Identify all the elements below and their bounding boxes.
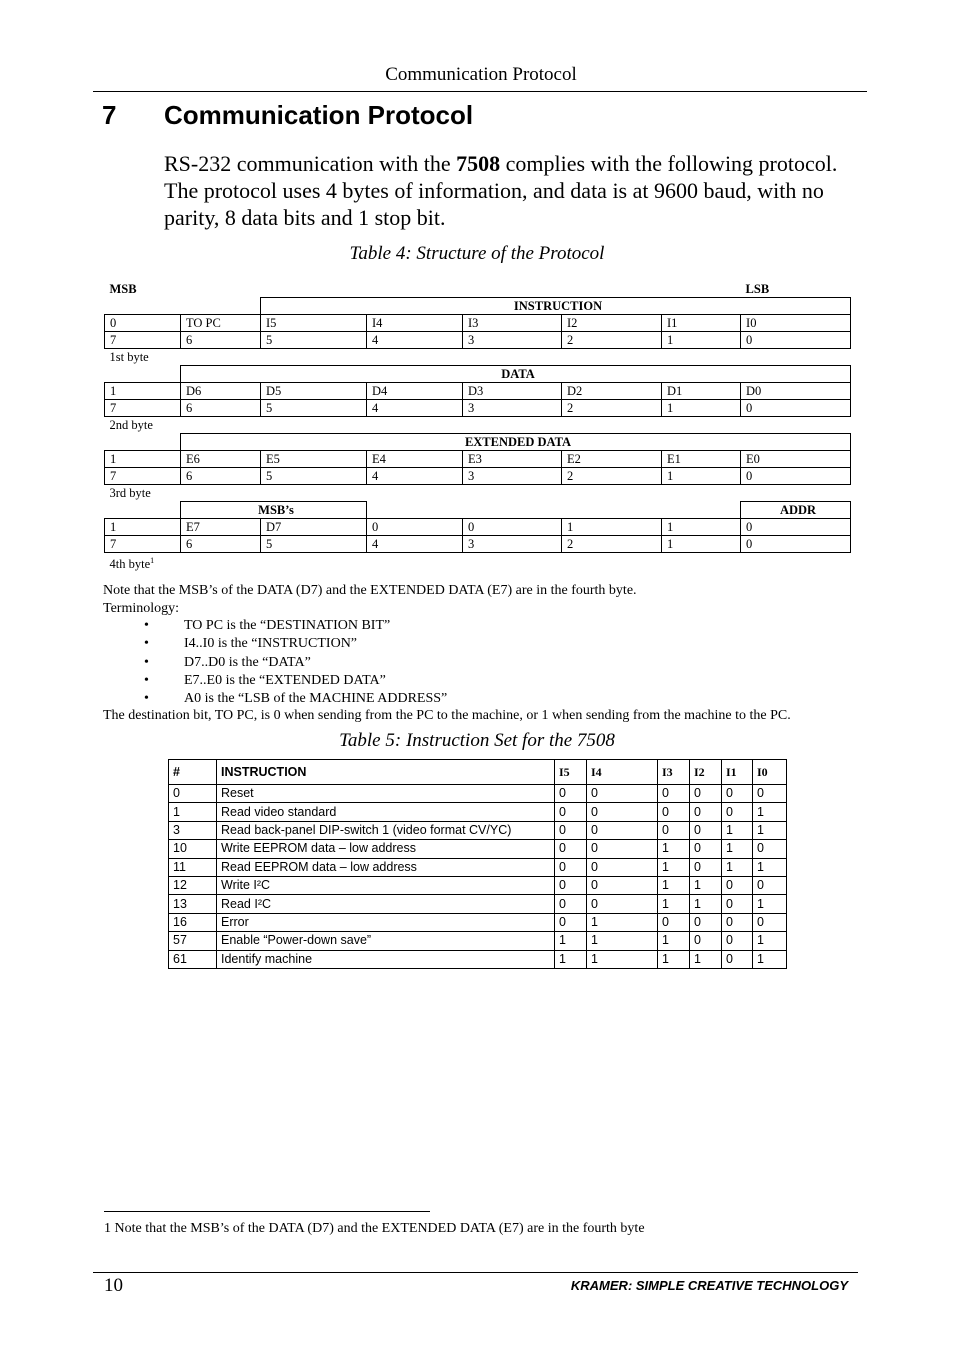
table-cell: 0 <box>690 785 722 803</box>
list-item: • TO PC is the “DESTINATION BIT” <box>141 617 447 635</box>
table-cell: Read back-panel DIP-switch 1 (video format CV/YC) <box>217 821 555 839</box>
bit-cell: I3 <box>463 315 562 332</box>
position-cell: 0 <box>741 332 851 349</box>
footnote-mark: 1 <box>150 556 155 565</box>
table-cell: 0 <box>587 840 658 858</box>
bit-cell: D2 <box>562 383 662 400</box>
position-cell: 1 <box>662 332 741 349</box>
byte4-header-row <box>105 502 851 519</box>
table-cell: 1 <box>658 950 690 968</box>
byte-label-text: 4th byte <box>109 557 151 572</box>
page-number: 10 <box>104 1275 123 1296</box>
terminology-heading: Terminology: <box>103 601 180 616</box>
position-cell: 4 <box>367 536 463 553</box>
intro-text-2: complies with the following protocol. The protocol uses 4 bytes of information, and data is at 9600 baud, with no parity, 8 data bits and 1 stop bit. <box>164 151 838 230</box>
byte-label <box>105 553 181 573</box>
position-cell: 0 <box>741 468 851 485</box>
bit-cell: E2 <box>562 451 662 468</box>
byte1-header-row <box>105 298 851 315</box>
table-cell: 0 <box>555 895 587 913</box>
table-cell: Write I²C <box>217 876 555 894</box>
byte2-positions-row <box>105 400 851 417</box>
position-cell: 5 <box>261 400 367 417</box>
table-cell: 0 <box>690 913 722 931</box>
column-header: I3 <box>658 760 690 785</box>
bit-cell: D7 <box>261 519 367 536</box>
bit-cell: E0 <box>741 451 851 468</box>
footer-rule <box>93 1272 858 1273</box>
chapter-heading <box>102 100 473 131</box>
bit-cell: TO PC <box>181 315 261 332</box>
list-item: • E7..E0 is the “EXTENDED DATA” <box>141 672 447 690</box>
table-cell: 1 <box>753 821 787 839</box>
table-cell: Error <box>217 913 555 931</box>
chapter-number: 7 <box>102 100 117 130</box>
position-cell: 4 <box>367 400 463 417</box>
bit-cell: 0 <box>105 315 181 332</box>
table5-caption: Table 5: Instruction Set for the 7508 <box>339 730 615 751</box>
byte-label: 2nd byte <box>109 418 153 433</box>
table-cell: Identify machine <box>217 950 555 968</box>
table-cell: 1 <box>690 876 722 894</box>
msb-label: MSB <box>109 282 137 297</box>
bit-cell: 1 <box>562 519 662 536</box>
byte3-label-row <box>105 485 851 502</box>
table-cell: 1 <box>658 858 690 876</box>
bit-cell: 1 <box>105 451 181 468</box>
table-cell: Reset <box>217 785 555 803</box>
position-cell: 2 <box>562 536 662 553</box>
byte3-bits-row <box>105 451 851 468</box>
bit-cell: 1 <box>662 519 741 536</box>
table-cell: Enable “Power-down save” <box>217 932 555 950</box>
table-cell: 10 <box>169 840 217 858</box>
table-cell: 1 <box>690 895 722 913</box>
bit-cell: D4 <box>367 383 463 400</box>
footnote: 1 Note that the MSB’s of the DATA (D7) and the EXTENDED DATA (E7) are in the fourth byte <box>104 1221 645 1236</box>
table-cell: 1 <box>587 932 658 950</box>
protocol-structure-table <box>104 281 851 572</box>
table-cell: 1 <box>555 932 587 950</box>
bit-cell: E3 <box>463 451 562 468</box>
table-cell: 0 <box>658 803 690 821</box>
table-cell: 1 <box>555 950 587 968</box>
table-cell: 1 <box>753 858 787 876</box>
table-cell: 0 <box>555 913 587 931</box>
table-cell: 0 <box>555 785 587 803</box>
msb-lsb-row <box>105 281 851 298</box>
bit-cell: D3 <box>463 383 562 400</box>
table-cell: 0 <box>753 876 787 894</box>
bit-cell: I2 <box>562 315 662 332</box>
terminology-list <box>141 617 447 708</box>
table-row <box>169 821 787 839</box>
column-header: I0 <box>753 760 787 785</box>
table-cell: 0 <box>658 821 690 839</box>
bit-cell: E6 <box>181 451 261 468</box>
table-cell: Read video standard <box>217 803 555 821</box>
table-cell: 1 <box>658 895 690 913</box>
byte2-label-row <box>105 417 851 434</box>
footer-brand: KRAMER: SIMPLE CREATIVE TECHNOLOGY <box>570 1278 848 1293</box>
bit-cell: 1 <box>105 519 181 536</box>
position-cell: 6 <box>181 400 261 417</box>
table-cell: 0 <box>555 803 587 821</box>
table-row <box>169 858 787 876</box>
table-cell: 1 <box>722 858 753 876</box>
table-cell: 0 <box>722 876 753 894</box>
table-cell: 61 <box>169 950 217 968</box>
instruction-set-table <box>168 759 787 969</box>
table-cell: 0 <box>753 785 787 803</box>
table-cell: 0 <box>722 913 753 931</box>
bit-cell: E4 <box>367 451 463 468</box>
position-cell: 1 <box>662 468 741 485</box>
list-item: • A0 is the “LSB of the MACHINE ADDRESS” <box>141 690 447 708</box>
table-cell: 0 <box>753 913 787 931</box>
table-cell: 0 <box>658 913 690 931</box>
position-cell: 7 <box>105 332 181 349</box>
bit-cell: 0 <box>463 519 562 536</box>
bit-cell: I0 <box>741 315 851 332</box>
table-cell: 0 <box>722 895 753 913</box>
list-item: • I4..I0 is the “INSTRUCTION” <box>141 635 447 653</box>
table-cell: 0 <box>587 821 658 839</box>
data-header: DATA <box>181 366 851 383</box>
instruction-header: INSTRUCTION <box>261 298 851 315</box>
column-header: I4 <box>587 760 658 785</box>
position-cell: 3 <box>463 536 562 553</box>
table-cell: 0 <box>690 932 722 950</box>
table-row <box>169 932 787 950</box>
table-cell: 1 <box>753 950 787 968</box>
table-cell: 1 <box>753 895 787 913</box>
table-cell: 0 <box>555 840 587 858</box>
table-row <box>169 895 787 913</box>
position-cell: 6 <box>181 468 261 485</box>
table-cell: 57 <box>169 932 217 950</box>
table-cell: 1 <box>587 913 658 931</box>
table-cell: 0 <box>722 803 753 821</box>
bit-cell: 0 <box>741 519 851 536</box>
table-cell: 0 <box>555 876 587 894</box>
table-cell: 0 <box>587 785 658 803</box>
bit-cell: I1 <box>662 315 741 332</box>
table-cell: 0 <box>690 803 722 821</box>
byte2-header-row <box>105 366 851 383</box>
table-cell: 1 <box>753 932 787 950</box>
intro-text-1: RS-232 communication with the <box>164 151 457 176</box>
position-cell: 5 <box>261 536 367 553</box>
table-row <box>169 785 787 803</box>
byte2-bits-row <box>105 383 851 400</box>
table-cell: 11 <box>169 858 217 876</box>
byte1-positions-row <box>105 332 851 349</box>
byte3-header-row <box>105 434 851 451</box>
bit-cell: 0 <box>367 519 463 536</box>
table-row <box>169 913 787 931</box>
position-cell: 7 <box>105 468 181 485</box>
bit-cell: 1 <box>105 383 181 400</box>
position-cell: 0 <box>741 400 851 417</box>
position-cell: 5 <box>261 468 367 485</box>
msbs-header: MSB’s <box>181 502 367 519</box>
bit-cell: D0 <box>741 383 851 400</box>
table-row <box>169 803 787 821</box>
column-header: INSTRUCTION <box>217 760 555 785</box>
table-cell: 0 <box>690 840 722 858</box>
table-cell: 1 <box>658 876 690 894</box>
table4-caption: Table 4: Structure of the Protocol <box>349 243 605 264</box>
intro-paragraph <box>164 150 864 231</box>
list-item: • D7..D0 is the “DATA” <box>141 654 447 672</box>
running-header: Communication Protocol <box>385 64 577 85</box>
byte-label: 1st byte <box>109 350 149 365</box>
addr-header: ADDR <box>741 502 851 519</box>
position-cell: 0 <box>741 536 851 553</box>
table-header-row <box>169 760 787 785</box>
table-cell: 12 <box>169 876 217 894</box>
bit-cell: I5 <box>261 315 367 332</box>
msb-note: Note that the MSB’s of the DATA (D7) and the EXTENDED DATA (E7) are in the fourth byte. <box>103 583 637 598</box>
table-cell: 1 <box>587 950 658 968</box>
table-cell: 1 <box>753 803 787 821</box>
intro-model: 7508 <box>456 151 501 176</box>
position-cell: 6 <box>181 536 261 553</box>
extended-data-header: EXTENDED DATA <box>181 434 851 451</box>
byte-label: 3rd byte <box>109 486 151 501</box>
position-cell: 4 <box>367 468 463 485</box>
position-cell: 7 <box>105 536 181 553</box>
table-cell: 0 <box>587 803 658 821</box>
table-cell: 1 <box>658 840 690 858</box>
byte1-label-row <box>105 349 851 366</box>
position-cell: 2 <box>562 468 662 485</box>
position-cell: 3 <box>463 468 562 485</box>
table-cell: 0 <box>658 785 690 803</box>
table-cell: Read EEPROM data – low address <box>217 858 555 876</box>
position-cell: 5 <box>261 332 367 349</box>
table-cell: 1 <box>690 950 722 968</box>
table-cell: 0 <box>587 895 658 913</box>
bit-cell: E7 <box>181 519 261 536</box>
table-cell: 1 <box>722 821 753 839</box>
table-cell: 1 <box>169 803 217 821</box>
table-cell: 0 <box>555 858 587 876</box>
table-cell: 0 <box>722 950 753 968</box>
position-cell: 3 <box>463 400 562 417</box>
table-cell: 0 <box>690 821 722 839</box>
table-cell: 0 <box>690 858 722 876</box>
bit-cell: D1 <box>662 383 741 400</box>
table-cell: 3 <box>169 821 217 839</box>
position-cell: 1 <box>662 400 741 417</box>
position-cell: 2 <box>562 332 662 349</box>
table-cell: 0 <box>169 785 217 803</box>
table-cell: 0 <box>587 876 658 894</box>
table-cell: 16 <box>169 913 217 931</box>
table-cell: 0 <box>722 785 753 803</box>
bit-cell: D6 <box>181 383 261 400</box>
bit-cell: E1 <box>662 451 741 468</box>
table-cell: Write EEPROM data – low address <box>217 840 555 858</box>
byte4-label-row <box>105 553 851 573</box>
position-cell: 3 <box>463 332 562 349</box>
table-cell: 0 <box>753 840 787 858</box>
column-header: # <box>169 760 217 785</box>
table-cell: 1 <box>658 932 690 950</box>
byte1-bits-row <box>105 315 851 332</box>
footnote-rule <box>104 1211 430 1212</box>
position-cell: 1 <box>662 536 741 553</box>
table-cell: 1 <box>722 840 753 858</box>
lsb-label: LSB <box>745 282 770 296</box>
table-row <box>169 950 787 968</box>
bit-cell: E5 <box>261 451 367 468</box>
table-cell: 0 <box>587 858 658 876</box>
byte4-bits-row <box>105 519 851 536</box>
table-cell: 0 <box>555 821 587 839</box>
bit-cell: D5 <box>261 383 367 400</box>
table-row <box>169 840 787 858</box>
header-rule <box>93 91 867 92</box>
position-cell: 4 <box>367 332 463 349</box>
byte4-positions-row <box>105 536 851 553</box>
table-cell: 0 <box>722 932 753 950</box>
table-row <box>169 876 787 894</box>
table-cell: 13 <box>169 895 217 913</box>
bit-cell: I4 <box>367 315 463 332</box>
position-cell: 6 <box>181 332 261 349</box>
column-header: I5 <box>555 760 587 785</box>
chapter-title: Communication Protocol <box>164 100 474 130</box>
byte3-positions-row <box>105 468 851 485</box>
position-cell: 2 <box>562 400 662 417</box>
column-header: I1 <box>722 760 753 785</box>
table-cell: Read I²C <box>217 895 555 913</box>
destination-note: The destination bit, TO PC, is 0 when sending from the PC to the machine, or 1 when sending from the machine to the PC. <box>103 708 791 723</box>
position-cell: 7 <box>105 400 181 417</box>
column-header: I2 <box>690 760 722 785</box>
